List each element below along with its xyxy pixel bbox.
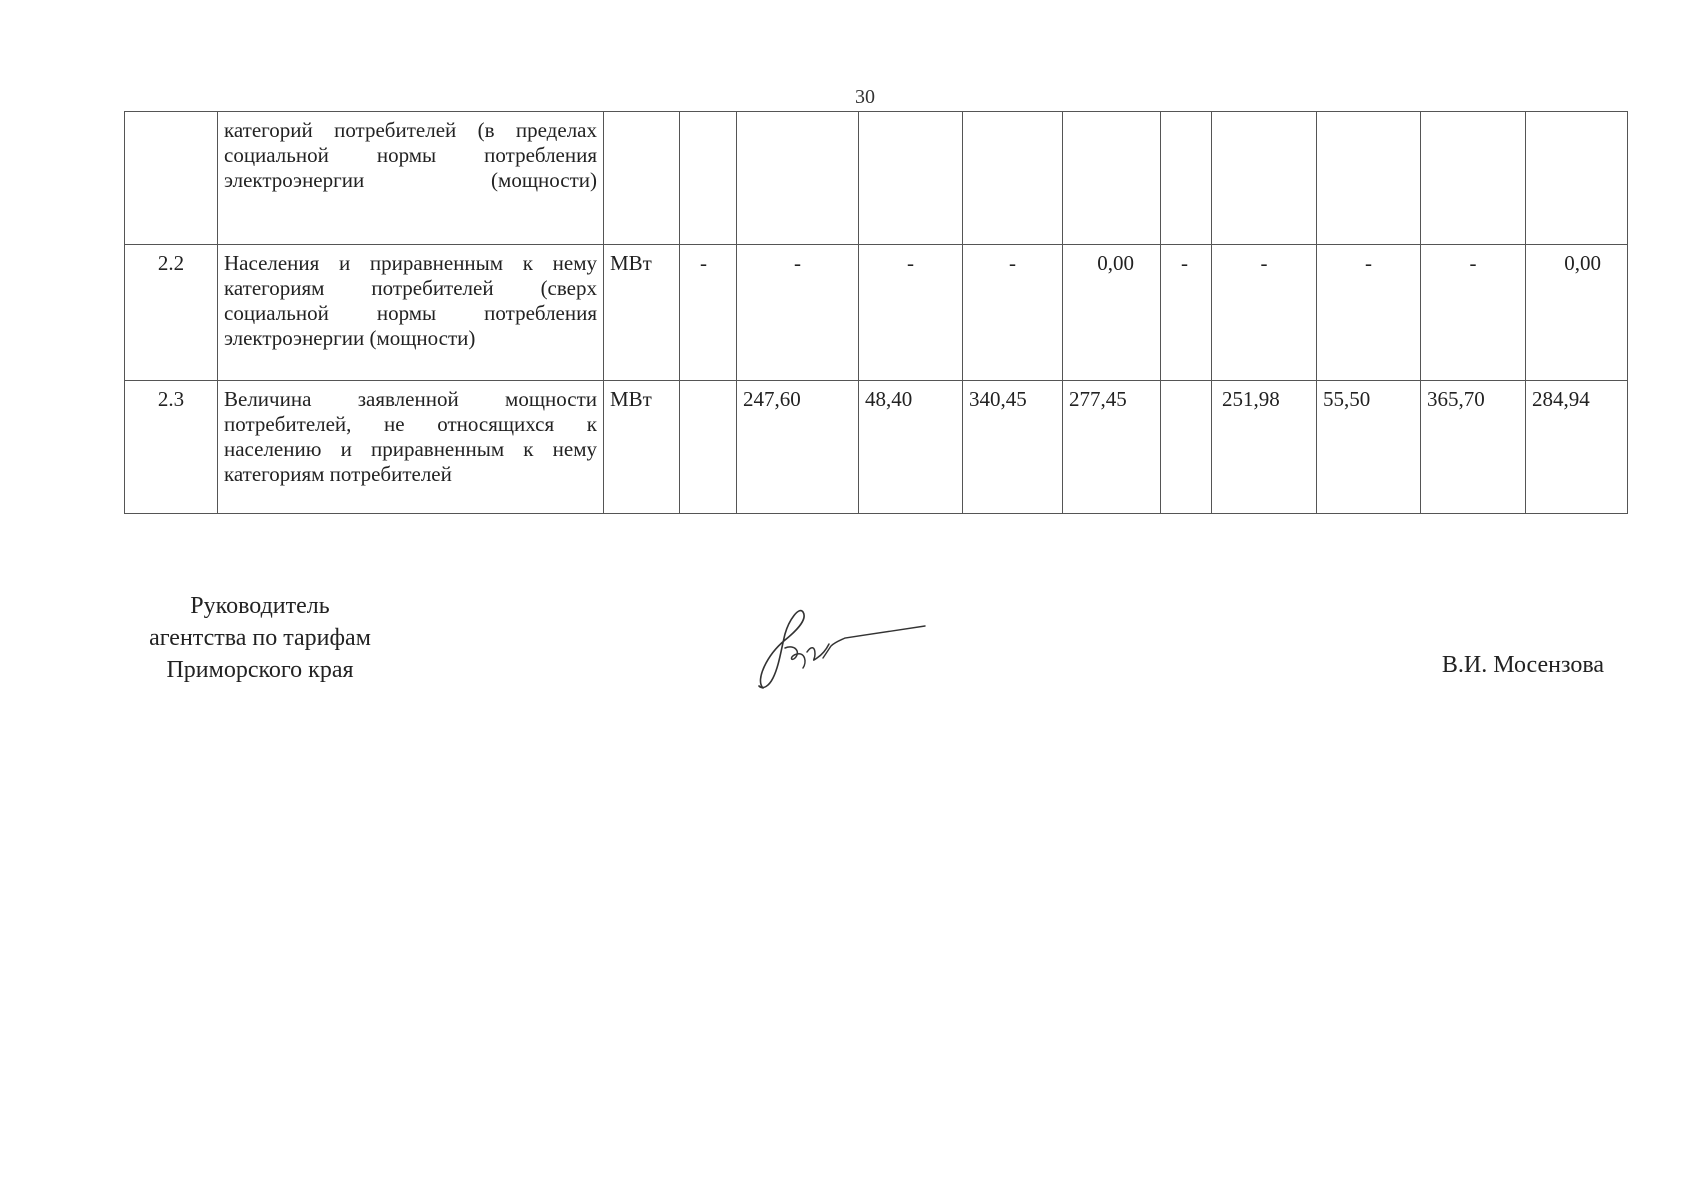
table-cell [963, 112, 1063, 245]
table-row [125, 381, 1628, 514]
table-cell: 55,50 [1317, 381, 1421, 514]
table-cell: 0,00 [1526, 245, 1628, 381]
table-cell: 247,60 [737, 381, 859, 514]
table-cell [680, 381, 737, 514]
row-number: 2.2 [125, 245, 218, 381]
table-cell: - [1161, 245, 1212, 381]
row-unit: МВт [604, 381, 680, 514]
table-cell [1161, 112, 1212, 245]
table-cell: - [859, 245, 963, 381]
table-cell: - [963, 245, 1063, 381]
row-unit: МВт [604, 245, 680, 381]
table-cell: 340,45 [963, 381, 1063, 514]
table-cell: - [680, 245, 737, 381]
row-number: 2.3 [125, 381, 218, 514]
table-cell: - [1421, 245, 1526, 381]
signer-position-line: Приморского края [166, 657, 354, 683]
table-cell [1063, 112, 1161, 245]
handwritten-signature [745, 600, 930, 695]
table-cell: - [1317, 245, 1421, 381]
row-description: Населения и приравненным к нему категориям потребителей (сверх социальной нормы потребления электроэнергии (мощности) [218, 245, 604, 381]
table-cell [1421, 112, 1526, 245]
table-row [125, 112, 1628, 245]
signer-position [120, 590, 400, 686]
table-cell: 277,45 [1063, 381, 1161, 514]
signer-name: В.И. Мосензова [1441, 652, 1604, 678]
page-number: 30 [855, 86, 875, 108]
table-cell: 365,70 [1421, 381, 1526, 514]
table-cell [1161, 381, 1212, 514]
table-cell [859, 112, 963, 245]
table-cell: 251,98 [1212, 381, 1317, 514]
table-row [125, 245, 1628, 381]
table-cell: 0,00 [1063, 245, 1161, 381]
signer-position-line: Руководитель [190, 593, 330, 619]
table-cell [1526, 112, 1628, 245]
signer-position-line: агентства по тарифам [149, 625, 371, 651]
row-number [125, 112, 218, 245]
table-cell: - [1212, 245, 1317, 381]
table-cell [1212, 112, 1317, 245]
table-cell [737, 112, 859, 245]
table-cell: 48,40 [859, 381, 963, 514]
table-cell: 284,94 [1526, 381, 1628, 514]
table-cell [680, 112, 737, 245]
tariff-table [124, 111, 1628, 514]
row-unit [604, 112, 680, 245]
row-description: Величина заявленной мощности потребителей, не относящихся к населению и приравненным к нему категориям потребителей [218, 381, 604, 514]
table-cell [1317, 112, 1421, 245]
row-description: категорий потребителей (в пределах социальной нормы потребления электроэнергии (мощности) [218, 112, 604, 245]
table-cell: - [737, 245, 859, 381]
